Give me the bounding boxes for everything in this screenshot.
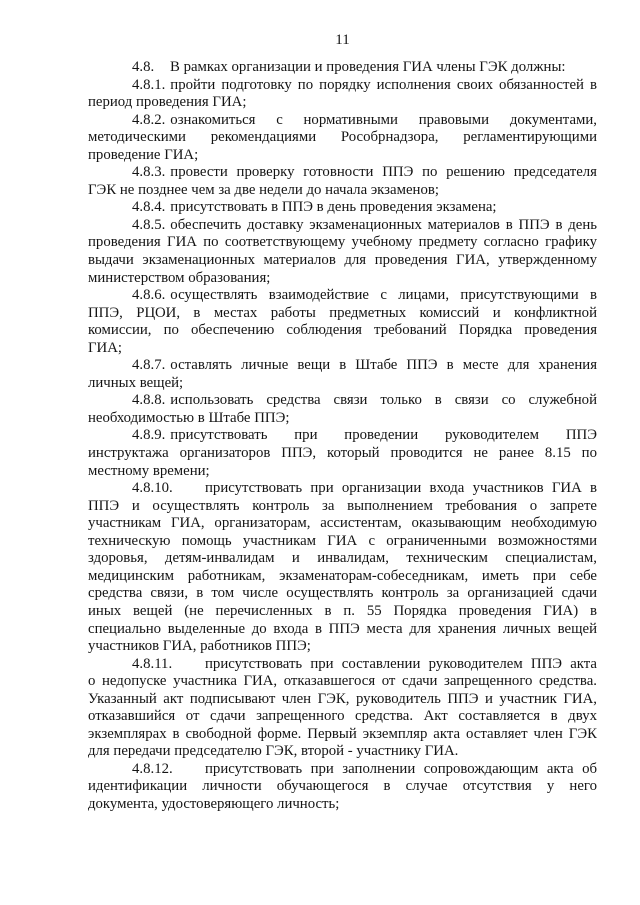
clause-line: [88, 392, 597, 410]
clause-line: [88, 656, 597, 674]
clause-line: инструктажа организаторов ППЭ, который проводится не ранее 8.15 по: [88, 445, 597, 462]
clause-text: присутствовать при составлении руководителем ППЭ акта: [205, 655, 597, 672]
clause-line: документа, удостоверяющего личность;: [88, 795, 340, 812]
clause-line: специально выделенные до входа в ППЭ места для хранения личных вещей: [88, 620, 597, 637]
clause-line: средства связи, в том числе осуществлять контроль за организацией сдачи: [88, 585, 597, 602]
clause-line: ГИА;: [88, 339, 123, 356]
clause-text: обеспечить доставку экзаменационных материалов в ППЭ в день: [170, 216, 597, 233]
clause-4-8-3: [88, 164, 597, 199]
clause-line: методическими рекомендациями Рособрнадзора, регламентирующими: [88, 129, 597, 146]
clause-line: период проведения ГИА;: [88, 94, 247, 111]
clause-text: пройти подготовку по порядку исполнения своих обязанностей в: [170, 76, 597, 93]
clause-text: оставлять личные вещи в Штабе ППЭ в месте для хранения: [170, 357, 597, 374]
page-number: 11: [335, 32, 350, 48]
clause-line: необходимостью в Штабе ППЭ;: [88, 409, 290, 426]
clause-line: ППЭ и осуществлять контроль за выполнением требования о запрете: [88, 497, 597, 514]
clause-line: комиссии, по обеспечению соблюдения требований Порядка проведения: [88, 322, 597, 339]
clause-4-8-10: [88, 480, 597, 655]
clause-line: иных вещей (не перечисленных в п. 55 Порядка проведения ГИА) в: [88, 602, 597, 619]
clause-number: 4.8.9.: [132, 427, 166, 444]
clause-4-8-4: [88, 199, 597, 217]
clause-number: 4.8.4.: [132, 199, 166, 216]
clause-number: 4.8.10.: [132, 480, 173, 497]
clause-line: идентификации личности обучающегося в случае отсутствия у него: [88, 778, 597, 795]
clause-line: [88, 480, 597, 498]
clause-4-8-7: [88, 357, 597, 392]
clause-line: ППЭ, РЦОИ, в местах работы предметных комиссий и конфликтной: [88, 304, 597, 321]
clause-text: провести проверку готовности ППЭ по решению председателя: [170, 164, 597, 181]
clause-4-8-1: [88, 77, 597, 112]
clause-number: 4.8.8.: [132, 392, 166, 409]
clause-line: [88, 199, 597, 217]
clause-4-8-11: [88, 656, 597, 761]
clause-number: 4.8.2.: [132, 111, 166, 128]
clause-line: экземплярах в свободной форме. Первый экземпляр акта оставляет член ГЭК: [88, 725, 597, 742]
clause-4-8-2: [88, 112, 597, 165]
clause-4-8-5: [88, 217, 597, 287]
clause-line: проведения ГИА по соответствующему учебному предмету согласно графику: [88, 234, 597, 251]
clause-line: [88, 357, 597, 375]
clause-line: [88, 59, 597, 77]
clause-line: медицинским работникам, экзаменаторам-собеседникам, иметь при себе: [88, 567, 597, 584]
clause-4-8: [88, 59, 597, 77]
clause-text: присутствовать при организации входа участников ГИА в: [205, 480, 597, 497]
clause-text: присутствовать в ППЭ в день проведения экзамена;: [170, 199, 497, 216]
clause-line: для передачи председателю ГЭК, второй - участнику ГИА.: [88, 743, 459, 760]
clause-line: участникам ГИА, организаторам, ассистентам, оказывающим необходимую: [88, 515, 597, 532]
clause-text: использовать средства связи только в связи со служебной: [170, 392, 597, 409]
clause-line: выдачи экзаменационных материалов для проведения ГИА, утвержденному: [88, 252, 597, 269]
clause-line: [88, 761, 597, 779]
clause-line: министерством образования;: [88, 269, 271, 286]
clause-4-8-9: [88, 427, 597, 480]
clause-line: [88, 287, 597, 305]
clause-text: ознакомиться с нормативными правовыми документами,: [170, 111, 597, 128]
clause-line: участников ГИА, работников ППЭ;: [88, 638, 311, 655]
clause-text: В рамках организации и проведения ГИА члены ГЭК должны:: [170, 59, 566, 75]
clause-4-8-6: [88, 287, 597, 357]
clause-line: Указанный акт подписывают член ГЭК, руководитель ППЭ и участник ГИА,: [88, 690, 597, 707]
clause-number: 4.8.1.: [132, 76, 166, 93]
clause-number: 4.8.5.: [132, 216, 166, 233]
clause-text: осуществлять взаимодействие с лицами, присутствующими в: [170, 287, 597, 304]
clause-text: присутствовать при проведении руководителем ППЭ: [170, 427, 597, 444]
clause-line: [88, 112, 597, 130]
clause-line: [88, 164, 597, 182]
document-body: [88, 59, 597, 814]
clause-4-8-8: [88, 392, 597, 427]
clause-number: 4.8.12.: [132, 760, 173, 777]
clause-line: местному времени;: [88, 462, 210, 479]
clause-line: [88, 217, 597, 235]
clause-number: 4.8.: [132, 59, 155, 75]
clause-line: проведение ГИА;: [88, 146, 199, 163]
clause-number: 4.8.3.: [132, 164, 166, 181]
clause-line: личных вещей;: [88, 374, 184, 391]
clause-number: 4.8.11.: [132, 655, 173, 672]
clause-number: 4.8.6.: [132, 287, 166, 304]
clause-text: присутствовать при заполнении сопровождающим акта об: [205, 760, 597, 777]
clause-number: 4.8.7.: [132, 357, 166, 374]
clause-line: [88, 77, 597, 95]
clause-4-8-12: [88, 761, 597, 814]
clause-line: техническую помощь участникам ГИА с ограниченными возможностями: [88, 532, 597, 549]
clause-line: о недопуске участника ГИА, отказавшегося от сдачи запрещенного средства.: [88, 673, 597, 690]
clause-line: ГЭК не позднее чем за две недели до начала экзаменов;: [88, 181, 439, 198]
clause-line: отказавшийся от сдачи запрещенного средства. Акт составляется в двух: [88, 708, 597, 725]
clause-line: здоровья, детям-инвалидам и инвалидам, техническим специалистам,: [88, 550, 597, 567]
clause-line: [88, 427, 597, 445]
